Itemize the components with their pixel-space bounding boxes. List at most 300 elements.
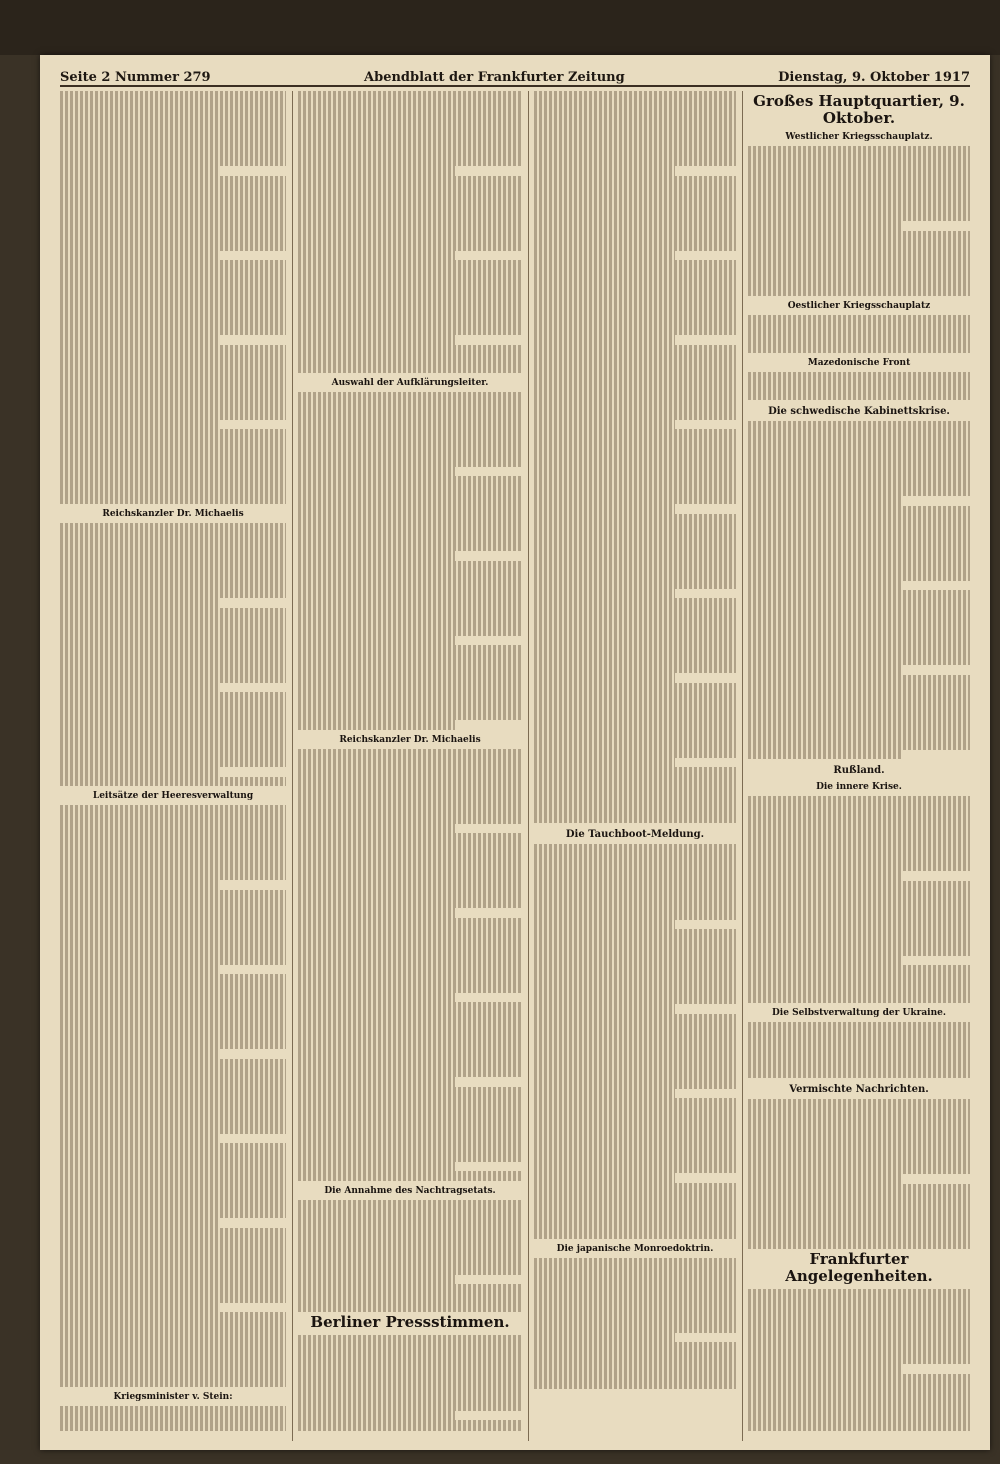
- text-line: [60, 1275, 286, 1284]
- text-line: [298, 993, 455, 1002]
- text-line: [60, 176, 286, 185]
- text-line: [298, 580, 522, 589]
- text-line: [748, 956, 903, 965]
- text-line: [298, 1420, 522, 1429]
- text-line: [534, 739, 736, 748]
- text-line: [298, 880, 522, 889]
- text-line: [534, 1107, 736, 1116]
- text-line: [60, 561, 286, 570]
- text-line: [60, 100, 286, 109]
- text-line: [748, 656, 970, 665]
- text-line: [298, 1303, 522, 1312]
- text-line: [60, 401, 286, 410]
- text-line: [60, 1246, 286, 1255]
- text-line: [748, 693, 970, 702]
- text-line: [748, 1050, 970, 1059]
- text-line: [60, 1031, 286, 1040]
- text-line: [534, 1277, 736, 1286]
- text-line: [298, 448, 522, 457]
- text-line: [534, 119, 736, 128]
- text-line: [298, 636, 455, 645]
- text-line: [60, 1350, 286, 1359]
- text-line: [748, 249, 970, 258]
- text-line: [298, 457, 522, 466]
- text-line: [748, 562, 970, 571]
- text-line: [60, 937, 286, 946]
- text-line: [748, 1411, 970, 1420]
- text-line: [60, 476, 286, 485]
- text-line: [748, 571, 970, 580]
- text-line: [748, 684, 970, 693]
- text-line: [60, 1115, 286, 1124]
- text-line: [298, 1012, 522, 1021]
- text-line: [534, 758, 675, 767]
- text-line: [298, 1002, 522, 1011]
- section-heading: Rußland.: [833, 765, 885, 777]
- text-line: [60, 467, 286, 476]
- text-line: [298, 1040, 522, 1049]
- text-line: [298, 1284, 522, 1293]
- text-line: [534, 844, 736, 853]
- text-line: [534, 976, 736, 985]
- text-line: [60, 429, 286, 438]
- text-line: [298, 345, 522, 354]
- text-line: [298, 664, 522, 673]
- text-line: [748, 421, 970, 430]
- text-line: [534, 786, 736, 795]
- text-line: [534, 1324, 736, 1333]
- text-line: [748, 1069, 970, 1078]
- text-line: [534, 110, 736, 119]
- text-line: [60, 739, 286, 748]
- text-line: [298, 335, 455, 344]
- text-line: [60, 420, 218, 429]
- text-line: [534, 1183, 736, 1192]
- text-line: [748, 599, 970, 608]
- text-line: [748, 909, 970, 918]
- text-line: [60, 204, 286, 213]
- text-line: [298, 213, 522, 222]
- text-line: [534, 1361, 736, 1370]
- text-line: [748, 862, 970, 871]
- text-line: [298, 1031, 522, 1040]
- text-line: [748, 449, 970, 458]
- text-line: [60, 1256, 286, 1265]
- text-line: [60, 1040, 286, 1049]
- text-line: [748, 750, 903, 759]
- text-line: [534, 1051, 736, 1060]
- text-line: [748, 1174, 903, 1183]
- text-line: [298, 824, 455, 833]
- text-line: [60, 1378, 286, 1387]
- text-line: [298, 815, 522, 824]
- text-line: [534, 204, 736, 213]
- text-line: [748, 430, 970, 439]
- text-line: [534, 1070, 736, 1079]
- text-line: [298, 119, 522, 128]
- text-line: [534, 645, 736, 654]
- text-line: [60, 1171, 286, 1180]
- text-line: [298, 927, 522, 936]
- text-line: [534, 805, 736, 814]
- text-line: [748, 515, 970, 524]
- text-line: [298, 768, 522, 777]
- text-line: [298, 100, 522, 109]
- text-line: [748, 165, 970, 174]
- text-line: [534, 1173, 675, 1182]
- text-line: [298, 1106, 522, 1115]
- text-line: [748, 1193, 970, 1202]
- text-line: [298, 1265, 522, 1274]
- text-line: [534, 382, 736, 391]
- text-line: [298, 890, 522, 899]
- text-line: [60, 702, 286, 711]
- text-line: [298, 1237, 522, 1246]
- text-line: [748, 1383, 970, 1392]
- text-line: [60, 852, 286, 861]
- text-line: [748, 193, 970, 202]
- text-line: [748, 1393, 970, 1402]
- text-line: [534, 354, 736, 363]
- text-line: [748, 946, 970, 955]
- text-line: [748, 1137, 970, 1146]
- text-line: [60, 1218, 218, 1227]
- text-line: [298, 279, 522, 288]
- text-line: [60, 890, 286, 899]
- text-line: [534, 260, 736, 269]
- text-line: [60, 673, 286, 682]
- text-line: [298, 833, 522, 842]
- text-line: [298, 551, 455, 560]
- text-line: [298, 1134, 522, 1143]
- text-line: [534, 1164, 736, 1173]
- text-line: [60, 1265, 286, 1274]
- text-line: [60, 326, 286, 335]
- text-line: [298, 204, 522, 213]
- text-line: [534, 269, 736, 278]
- text-line: [298, 589, 522, 598]
- text-line: [60, 392, 286, 401]
- text-line: [748, 937, 970, 946]
- text-line: [748, 543, 970, 552]
- text-line: [60, 777, 286, 786]
- text-line: [60, 1012, 286, 1021]
- text-line: [298, 965, 522, 974]
- text-line: [298, 758, 522, 767]
- text-line: [534, 335, 675, 344]
- text-line: [298, 645, 522, 654]
- text-line: [748, 1022, 970, 1031]
- text-line: [534, 1192, 736, 1201]
- text-line: [534, 607, 736, 616]
- text-line: [534, 542, 736, 551]
- text-line: [748, 287, 970, 296]
- section-heading: Die japanische Monroedoktrin.: [556, 1243, 714, 1254]
- text-line: [534, 863, 736, 872]
- text-line: [60, 1181, 286, 1190]
- text-line: [534, 485, 736, 494]
- text-line: [298, 110, 522, 119]
- text-line: [298, 1411, 455, 1420]
- text-line: [748, 796, 970, 805]
- text-line: [60, 260, 286, 269]
- text-line: [298, 1345, 522, 1354]
- text-line: [534, 626, 736, 635]
- text-line: [748, 721, 970, 730]
- text-line: [534, 222, 736, 231]
- text-line: [60, 1340, 286, 1349]
- text-line: [298, 1382, 522, 1391]
- text-line: [534, 1004, 675, 1013]
- page-header: [60, 63, 970, 87]
- text-line: [60, 993, 286, 1002]
- text-line: [60, 861, 286, 870]
- text-line: [60, 298, 286, 307]
- text-line: [748, 534, 970, 543]
- text-line: [298, 598, 522, 607]
- text-line: [60, 363, 286, 372]
- text-line: [534, 392, 736, 401]
- text-line: [534, 570, 736, 579]
- text-line: [60, 533, 286, 542]
- section-heading: Die Annahme des Nachtragsetats.: [324, 1185, 496, 1196]
- text-line: [534, 882, 736, 891]
- scan-background-strip: [0, 0, 1000, 55]
- text-line: [60, 1284, 286, 1293]
- text-line: [60, 843, 286, 852]
- text-line: [60, 617, 286, 626]
- text-line: [60, 767, 218, 776]
- text-line: [534, 561, 736, 570]
- text-line: [748, 440, 970, 449]
- text-line: [60, 345, 286, 354]
- text-line: [60, 589, 286, 598]
- text-line: [60, 955, 286, 964]
- text-line: [298, 702, 522, 711]
- text-line: [748, 881, 970, 890]
- section-heading: Berliner Pressstimmen.: [310, 1313, 510, 1332]
- text-line: [60, 1143, 286, 1152]
- text-line: [534, 1060, 736, 1069]
- text-line: [534, 326, 736, 335]
- text-line: [748, 552, 970, 561]
- text-line: [298, 495, 522, 504]
- text-line: [748, 628, 970, 637]
- text-line: [60, 1228, 286, 1237]
- section-heading: Frankfurter Angelegenheiten.: [785, 1250, 933, 1286]
- text-line: [534, 100, 736, 109]
- text-line: [534, 91, 736, 100]
- text-line: [534, 279, 736, 288]
- text-line: [534, 1023, 736, 1032]
- text-line: [534, 730, 736, 739]
- text-line: [60, 138, 286, 147]
- text-line: [298, 683, 522, 692]
- section-heading: Die schwedische Kabinettskrise.: [768, 405, 950, 417]
- text-line: [748, 834, 970, 843]
- text-line: [534, 636, 736, 645]
- text-line: [298, 429, 522, 438]
- text-line: [534, 448, 736, 457]
- text-line: [534, 1371, 736, 1380]
- text-line: [298, 655, 522, 664]
- text-line: [748, 852, 970, 861]
- text-line: [748, 184, 970, 193]
- section-heading: Vermischte Nachrichten.: [789, 1083, 929, 1095]
- text-line: [534, 363, 736, 372]
- text-line: [298, 1209, 522, 1218]
- text-line: [60, 1331, 286, 1340]
- text-line: [298, 147, 522, 156]
- text-line: [534, 995, 736, 1004]
- text-line: [748, 496, 903, 505]
- text-line: [534, 1154, 736, 1163]
- text-line: [748, 609, 970, 618]
- text-line: [60, 1200, 286, 1209]
- text-line: [60, 899, 286, 908]
- text-line: [60, 288, 286, 297]
- text-line: [534, 929, 736, 938]
- section-heading: Kriegsminister v. Stein:: [113, 1392, 233, 1403]
- text-line: [60, 241, 286, 250]
- text-line: [60, 1059, 286, 1068]
- text-line: [748, 1430, 970, 1431]
- text-line: [298, 523, 522, 532]
- text-line: [534, 920, 675, 929]
- text-line: [748, 712, 970, 721]
- text-line: [748, 1221, 970, 1230]
- text-line: [298, 542, 522, 551]
- text-line: [60, 119, 286, 128]
- text-line: [298, 1124, 522, 1133]
- text-line: [298, 984, 522, 993]
- text-line: [748, 240, 970, 249]
- text-line: [534, 138, 736, 147]
- text-line: [60, 805, 286, 814]
- text-line: [748, 155, 970, 164]
- text-line: [534, 1117, 736, 1126]
- text-line: [534, 1136, 736, 1145]
- text-line: [534, 1145, 736, 1154]
- text-line: [298, 504, 522, 513]
- text-line: [534, 777, 736, 786]
- text-line: [60, 1312, 286, 1321]
- text-line: [60, 382, 286, 391]
- text-line: [534, 683, 736, 692]
- text-line: [748, 1230, 970, 1239]
- text-line: [60, 269, 286, 278]
- text-line: [298, 570, 522, 579]
- section-heading: Oestlicher Kriegsschauplatz: [787, 301, 931, 312]
- text-line: [748, 1127, 970, 1136]
- text-line: [60, 194, 286, 203]
- section-heading: Mazedonische Front: [807, 357, 911, 368]
- text-line: [60, 580, 286, 589]
- text-line: [60, 232, 286, 241]
- text-line: [298, 1096, 522, 1105]
- text-line: [534, 1229, 736, 1238]
- text-line: [298, 232, 522, 241]
- text-line: [534, 288, 736, 297]
- text-line: [534, 1201, 736, 1210]
- text-line: [748, 1040, 970, 1049]
- text-line: [60, 1049, 218, 1058]
- text-line: [748, 1317, 970, 1326]
- text-line: [298, 711, 522, 720]
- section-heading: Großes Hauptquartier, 9. Oktober.: [753, 92, 965, 127]
- section-heading: Reichskanzler Dr. Michaelis: [339, 734, 481, 745]
- text-line: [60, 523, 286, 532]
- text-line: [534, 420, 675, 429]
- text-line: [748, 372, 970, 381]
- text-line: [298, 269, 522, 278]
- text-line: [534, 854, 736, 863]
- text-line: [60, 570, 286, 579]
- section-heading: Die Selbstverwaltung der Ukraine.: [772, 1007, 946, 1018]
- text-line: [748, 1184, 970, 1193]
- text-line: [298, 673, 522, 682]
- text-line: [534, 795, 736, 804]
- text-line: [748, 918, 970, 927]
- text-line: [60, 316, 286, 325]
- text-line: [534, 551, 736, 560]
- text-line: [748, 391, 970, 400]
- text-line: [60, 410, 286, 419]
- text-line: [298, 937, 522, 946]
- text-line: [298, 843, 522, 852]
- text-line: [534, 1220, 736, 1229]
- text-line: [60, 1134, 218, 1143]
- text-line: [748, 1289, 970, 1298]
- text-line: [534, 166, 675, 175]
- text-line: [748, 212, 970, 221]
- text-line: [748, 1346, 970, 1355]
- column-3: [534, 91, 736, 1431]
- text-line: [534, 298, 736, 307]
- text-line: [534, 429, 736, 438]
- text-line: [534, 701, 736, 710]
- text-line: [60, 655, 286, 664]
- text-line: [534, 1032, 736, 1041]
- text-line: [748, 487, 970, 496]
- text-line: [60, 185, 286, 194]
- text-line: [748, 1336, 970, 1345]
- text-line: [298, 260, 522, 269]
- text-line: [60, 1303, 218, 1312]
- text-line: [748, 202, 970, 211]
- text-line: [60, 1124, 286, 1133]
- text-line: [60, 157, 286, 166]
- text-line: [748, 325, 970, 334]
- text-line: [534, 1333, 675, 1342]
- text-line: [298, 1021, 522, 1030]
- section-heading: Die Tauchboot-Meldung.: [565, 829, 705, 841]
- text-line: [748, 334, 970, 343]
- text-line: [298, 1143, 522, 1152]
- text-line: [298, 298, 522, 307]
- text-line: [534, 316, 736, 325]
- text-line: [60, 758, 286, 767]
- text-line: [748, 815, 970, 824]
- text-line: [60, 1096, 286, 1105]
- text-line: [298, 1228, 522, 1237]
- text-line: [534, 1042, 736, 1051]
- text-line: [748, 506, 970, 515]
- text-line: [748, 524, 970, 533]
- text-line: [534, 1211, 736, 1220]
- text-line: [60, 626, 286, 635]
- text-line: [60, 608, 286, 617]
